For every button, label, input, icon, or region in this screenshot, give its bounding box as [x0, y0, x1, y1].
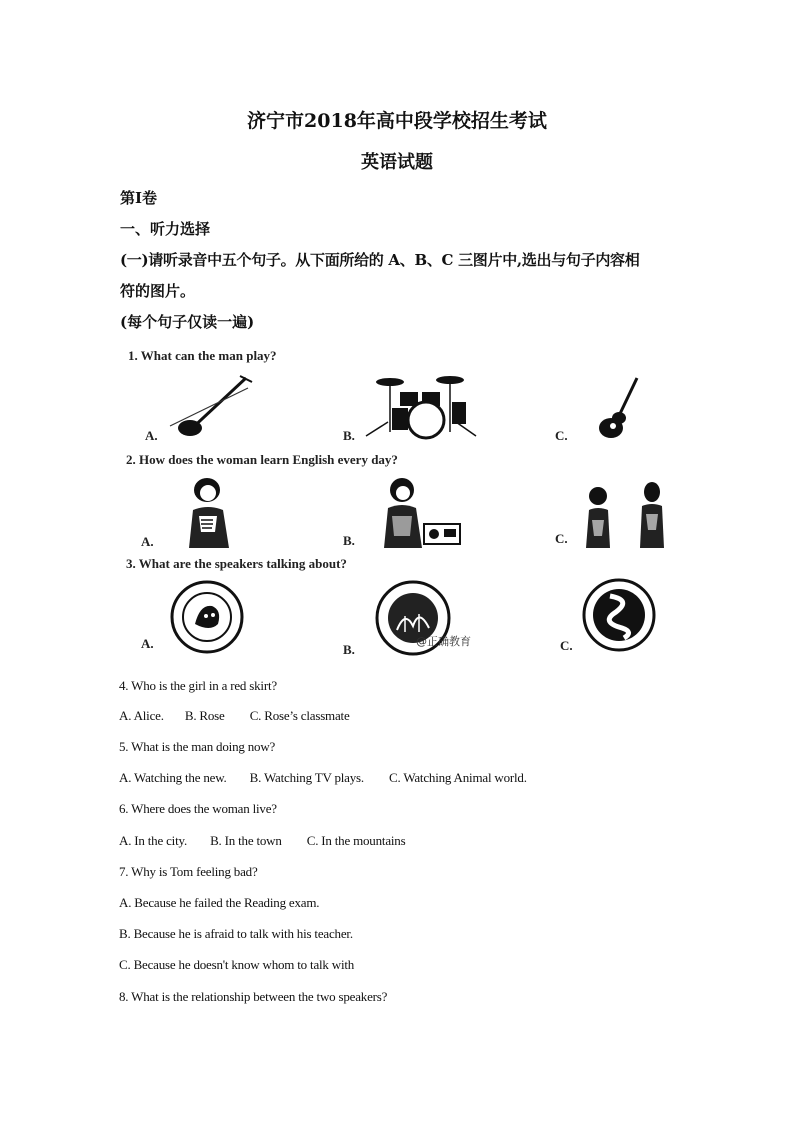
q7-option-b: B. Because he is afraid to talk with his teacher.: [119, 926, 353, 941]
q4-option-a: A. Alice.: [119, 708, 164, 723]
guitar-icon: [595, 376, 645, 444]
q3-option-c-label: C.: [560, 638, 573, 653]
q1-option-b-label: B.: [343, 428, 355, 443]
q1-option-a-label: A.: [145, 428, 158, 443]
picture-question-1: 1. What can the man play?: [128, 348, 277, 363]
question-6-options: [119, 833, 405, 849]
watermark: @正确教育: [416, 635, 471, 648]
instruction-note: (每个句子仅读一遍): [120, 313, 255, 331]
q6-option-a: A. In the city.: [119, 833, 187, 848]
q7-option-a: A. Because he failed the Reading exam.: [119, 895, 320, 910]
instruction-line-1: (一)请听录音中五个句子。从下面所给的 A、B、C 三图片中,选出与句子内容相: [120, 251, 640, 269]
woman-reading-icon: [183, 476, 233, 548]
woman-with-radio-icon: [382, 476, 464, 548]
question-4-options: [119, 708, 350, 724]
q6-option-b: B. In the town: [210, 833, 282, 848]
animals-badge-icon: [170, 580, 244, 654]
q2-option-b-label: B.: [343, 533, 355, 548]
q1-option-c-label: C.: [555, 428, 568, 443]
two-people-talking-icon: [582, 480, 667, 548]
q4-option-c: C. Rose’s classmate: [249, 708, 350, 723]
river-badge-icon: [582, 578, 656, 652]
picture-question-3: 3. What are the speakers talking about?: [126, 556, 347, 571]
picture-question-2: 2. How does the woman learn English every day?: [126, 452, 398, 467]
question-6: 6. Where does the woman live?: [119, 801, 277, 816]
erhu-icon: [168, 372, 253, 440]
q3-option-b-label: B.: [343, 642, 355, 657]
q6-option-c: C. In the mountains: [306, 833, 406, 848]
q4-option-b: B. Rose: [184, 708, 225, 723]
exam-subtitle: 英语试题: [361, 152, 433, 173]
instruction-line-2: 符的图片。: [120, 282, 196, 300]
volume-label: 第I卷: [120, 189, 158, 207]
question-8: 8. What is the relationship between the two speakers?: [119, 989, 388, 1004]
q5-option-c: C. Watching Animal world.: [389, 770, 527, 785]
q5-option-b: B. Watching TV plays.: [249, 770, 364, 785]
question-5: 5. What is the man doing now?: [119, 739, 276, 754]
question-5-options: [119, 770, 527, 786]
exam-title: 济宁市2018年高中段学校招生考试: [247, 110, 547, 132]
q2-option-c-label: C.: [555, 531, 568, 546]
q3-option-a-label: A.: [141, 636, 154, 651]
question-7: 7. Why is Tom feeling bad?: [119, 864, 258, 879]
drum-kit-icon: [358, 372, 483, 440]
q2-option-a-label: A.: [141, 534, 154, 549]
question-4: 4. Who is the girl in a red skirt?: [119, 678, 277, 693]
part-heading: 一、听力选择: [120, 220, 211, 238]
q5-option-a: A. Watching the new.: [119, 770, 227, 785]
q7-option-c: C. Because he doesn't know whom to talk with: [119, 957, 355, 972]
